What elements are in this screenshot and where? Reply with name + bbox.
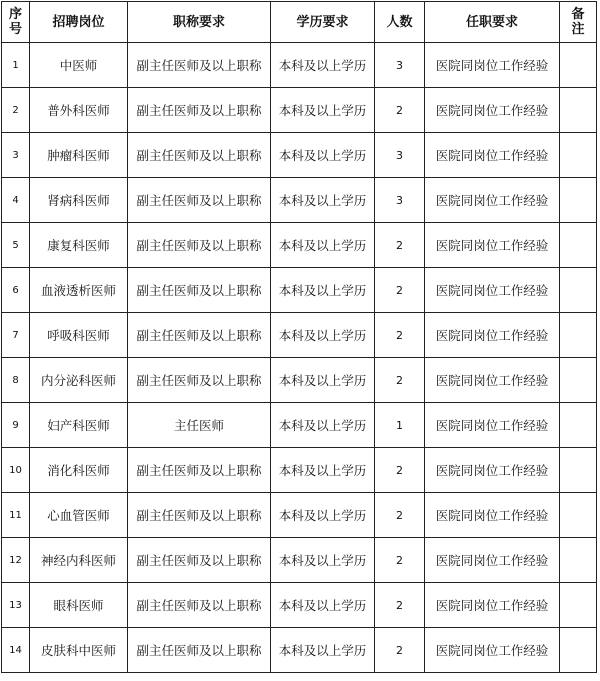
cell-seq: 13 [2, 583, 30, 628]
cell-seq: 12 [2, 538, 30, 583]
table-row [2, 313, 597, 358]
cell-qualification: 医院同岗位工作经验 [425, 448, 560, 493]
cell-remark [560, 448, 597, 493]
table-row [2, 358, 597, 403]
cell-title-requirement: 副主任医师及以上职称 [128, 583, 271, 628]
header-seq: 序号 [2, 2, 30, 43]
cell-remark [560, 178, 597, 223]
cell-count: 2 [375, 268, 425, 313]
cell-remark [560, 313, 597, 358]
cell-education-requirement: 本科及以上学历 [271, 358, 375, 403]
cell-remark [560, 628, 597, 673]
cell-remark [560, 358, 597, 403]
table-row [2, 628, 597, 673]
cell-education-requirement: 本科及以上学历 [271, 403, 375, 448]
table-row [2, 493, 597, 538]
cell-position: 消化科医师 [30, 448, 128, 493]
cell-education-requirement: 本科及以上学历 [271, 88, 375, 133]
cell-remark [560, 268, 597, 313]
cell-qualification: 医院同岗位工作经验 [425, 133, 560, 178]
cell-count: 2 [375, 223, 425, 268]
header-row [2, 2, 597, 43]
cell-seq: 9 [2, 403, 30, 448]
cell-qualification: 医院同岗位工作经验 [425, 178, 560, 223]
cell-position: 内分泌科医师 [30, 358, 128, 403]
table-row [2, 133, 597, 178]
cell-count: 2 [375, 313, 425, 358]
cell-remark [560, 583, 597, 628]
cell-seq: 3 [2, 133, 30, 178]
cell-seq: 1 [2, 43, 30, 88]
cell-qualification: 医院同岗位工作经验 [425, 403, 560, 448]
cell-position: 中医师 [30, 43, 128, 88]
header-position: 招聘岗位 [30, 2, 128, 43]
cell-count: 2 [375, 88, 425, 133]
cell-qualification: 医院同岗位工作经验 [425, 628, 560, 673]
header-education-requirement: 学历要求 [271, 2, 375, 43]
cell-count: 1 [375, 403, 425, 448]
cell-title-requirement: 副主任医师及以上职称 [128, 88, 271, 133]
cell-title-requirement: 副主任医师及以上职称 [128, 43, 271, 88]
cell-qualification: 医院同岗位工作经验 [425, 538, 560, 583]
table-row [2, 538, 597, 583]
cell-remark [560, 223, 597, 268]
cell-count: 2 [375, 448, 425, 493]
cell-remark [560, 538, 597, 583]
cell-seq: 2 [2, 88, 30, 133]
cell-position: 妇产科医师 [30, 403, 128, 448]
cell-education-requirement: 本科及以上学历 [271, 313, 375, 358]
cell-title-requirement: 副主任医师及以上职称 [128, 133, 271, 178]
header-count: 人数 [375, 2, 425, 43]
header-title-requirement: 职称要求 [128, 2, 271, 43]
cell-title-requirement: 副主任医师及以上职称 [128, 493, 271, 538]
cell-education-requirement: 本科及以上学历 [271, 178, 375, 223]
cell-title-requirement: 副主任医师及以上职称 [128, 313, 271, 358]
cell-title-requirement: 副主任医师及以上职称 [128, 628, 271, 673]
table-row [2, 403, 597, 448]
cell-title-requirement: 主任医师 [128, 403, 271, 448]
table-row [2, 43, 597, 88]
cell-count: 2 [375, 628, 425, 673]
cell-seq: 8 [2, 358, 30, 403]
cell-remark [560, 43, 597, 88]
header-qualification: 任职要求 [425, 2, 560, 43]
cell-education-requirement: 本科及以上学历 [271, 223, 375, 268]
cell-remark [560, 133, 597, 178]
header-remark: 备注 [560, 2, 597, 43]
cell-seq: 14 [2, 628, 30, 673]
cell-qualification: 医院同岗位工作经验 [425, 88, 560, 133]
cell-title-requirement: 副主任医师及以上职称 [128, 178, 271, 223]
cell-title-requirement: 副主任医师及以上职称 [128, 223, 271, 268]
recruitment-table [1, 1, 597, 673]
cell-education-requirement: 本科及以上学历 [271, 493, 375, 538]
cell-seq: 4 [2, 178, 30, 223]
cell-title-requirement: 副主任医师及以上职称 [128, 538, 271, 583]
cell-position: 康复科医师 [30, 223, 128, 268]
cell-count: 3 [375, 133, 425, 178]
cell-position: 肿瘤科医师 [30, 133, 128, 178]
cell-position: 血液透析医师 [30, 268, 128, 313]
cell-qualification: 医院同岗位工作经验 [425, 358, 560, 403]
table-body [2, 43, 597, 673]
cell-title-requirement: 副主任医师及以上职称 [128, 358, 271, 403]
table-row [2, 178, 597, 223]
cell-seq: 6 [2, 268, 30, 313]
cell-position: 眼科医师 [30, 583, 128, 628]
cell-education-requirement: 本科及以上学历 [271, 628, 375, 673]
table-row [2, 268, 597, 313]
cell-seq: 10 [2, 448, 30, 493]
table-row [2, 448, 597, 493]
cell-education-requirement: 本科及以上学历 [271, 538, 375, 583]
cell-position: 肾病科医师 [30, 178, 128, 223]
cell-qualification: 医院同岗位工作经验 [425, 583, 560, 628]
cell-education-requirement: 本科及以上学历 [271, 583, 375, 628]
cell-title-requirement: 副主任医师及以上职称 [128, 448, 271, 493]
cell-position: 皮肤科中医师 [30, 628, 128, 673]
cell-position: 心血管医师 [30, 493, 128, 538]
table-row [2, 583, 597, 628]
cell-position: 普外科医师 [30, 88, 128, 133]
table-row [2, 88, 597, 133]
cell-position: 神经内科医师 [30, 538, 128, 583]
cell-education-requirement: 本科及以上学历 [271, 268, 375, 313]
cell-qualification: 医院同岗位工作经验 [425, 313, 560, 358]
table-row [2, 223, 597, 268]
cell-qualification: 医院同岗位工作经验 [425, 493, 560, 538]
cell-education-requirement: 本科及以上学历 [271, 133, 375, 178]
cell-count: 2 [375, 358, 425, 403]
cell-count: 2 [375, 493, 425, 538]
cell-remark [560, 403, 597, 448]
cell-count: 2 [375, 583, 425, 628]
cell-seq: 11 [2, 493, 30, 538]
cell-seq: 7 [2, 313, 30, 358]
cell-title-requirement: 副主任医师及以上职称 [128, 268, 271, 313]
cell-education-requirement: 本科及以上学历 [271, 43, 375, 88]
cell-qualification: 医院同岗位工作经验 [425, 223, 560, 268]
cell-remark [560, 493, 597, 538]
cell-count: 3 [375, 43, 425, 88]
cell-remark [560, 88, 597, 133]
cell-position: 呼吸科医师 [30, 313, 128, 358]
cell-education-requirement: 本科及以上学历 [271, 448, 375, 493]
cell-seq: 5 [2, 223, 30, 268]
cell-qualification: 医院同岗位工作经验 [425, 43, 560, 88]
cell-count: 2 [375, 538, 425, 583]
cell-count: 3 [375, 178, 425, 223]
cell-qualification: 医院同岗位工作经验 [425, 268, 560, 313]
